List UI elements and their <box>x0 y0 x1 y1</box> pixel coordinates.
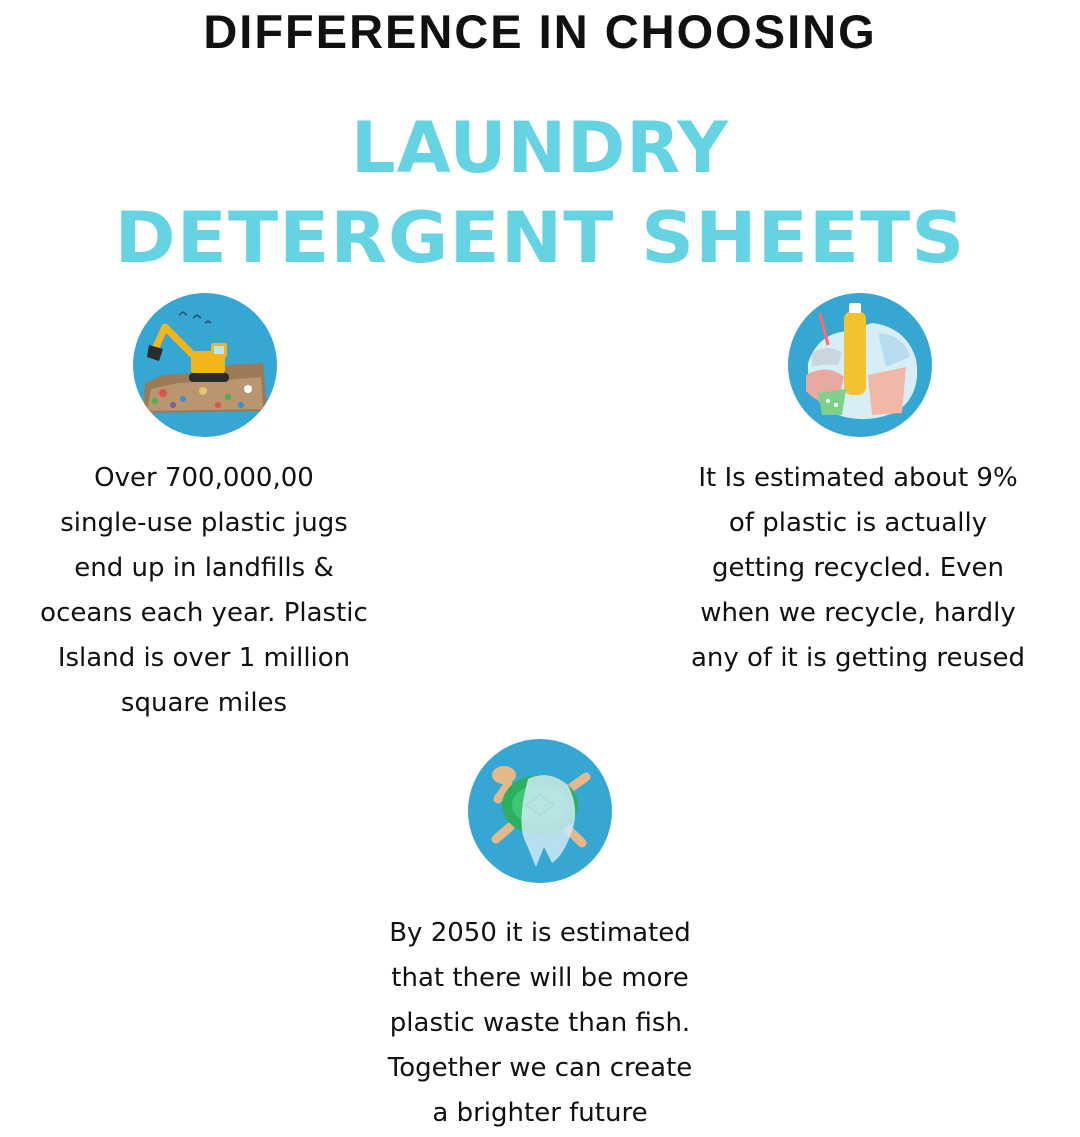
fact-recycling-line: of plastic is actually <box>728 508 988 538</box>
fact-recycling <box>652 456 1064 681</box>
fact-landfill-line: end up in landfills & <box>74 553 334 583</box>
page-subtitle: DIFFERENCE IN CHOOSING <box>203 5 877 58</box>
fact-landfill-line: single-use plastic jugs <box>60 508 348 538</box>
fact-recycling-line: It Is estimated about 9% <box>698 463 1018 493</box>
fact-landfill-line: square miles <box>120 688 288 718</box>
fact-landfill <box>0 456 408 726</box>
fact-recycling-line: getting recycled. Even <box>712 553 1004 583</box>
fact-future-line: By 2050 it is estimated <box>389 918 691 948</box>
fact-landfill-line: Over 700,000,00 <box>94 463 314 493</box>
page-title-line-2: DETERGENT SHEETS <box>114 197 966 279</box>
fact-recycling-line: when we recycle, hardly <box>700 598 1016 628</box>
landfill-excavator-icon <box>133 293 277 437</box>
fact-future-line: Together we can create <box>387 1053 693 1083</box>
plastic-waste-pile-icon <box>788 293 932 437</box>
page-title-line-1: LAUNDRY <box>351 107 729 189</box>
fact-recycling-line: any of it is getting reused <box>690 643 1026 673</box>
fact-future-line: that there will be more <box>391 963 689 993</box>
fact-future <box>330 911 750 1136</box>
fact-landfill-line: Island is over 1 million <box>57 643 351 673</box>
fact-landfill-line: oceans each year. Plastic <box>40 598 368 628</box>
fact-future-line: plastic waste than fish. <box>389 1008 691 1038</box>
sea-turtle-plastic-bag-icon <box>468 739 612 883</box>
fact-future-line: a brighter future <box>432 1098 648 1128</box>
